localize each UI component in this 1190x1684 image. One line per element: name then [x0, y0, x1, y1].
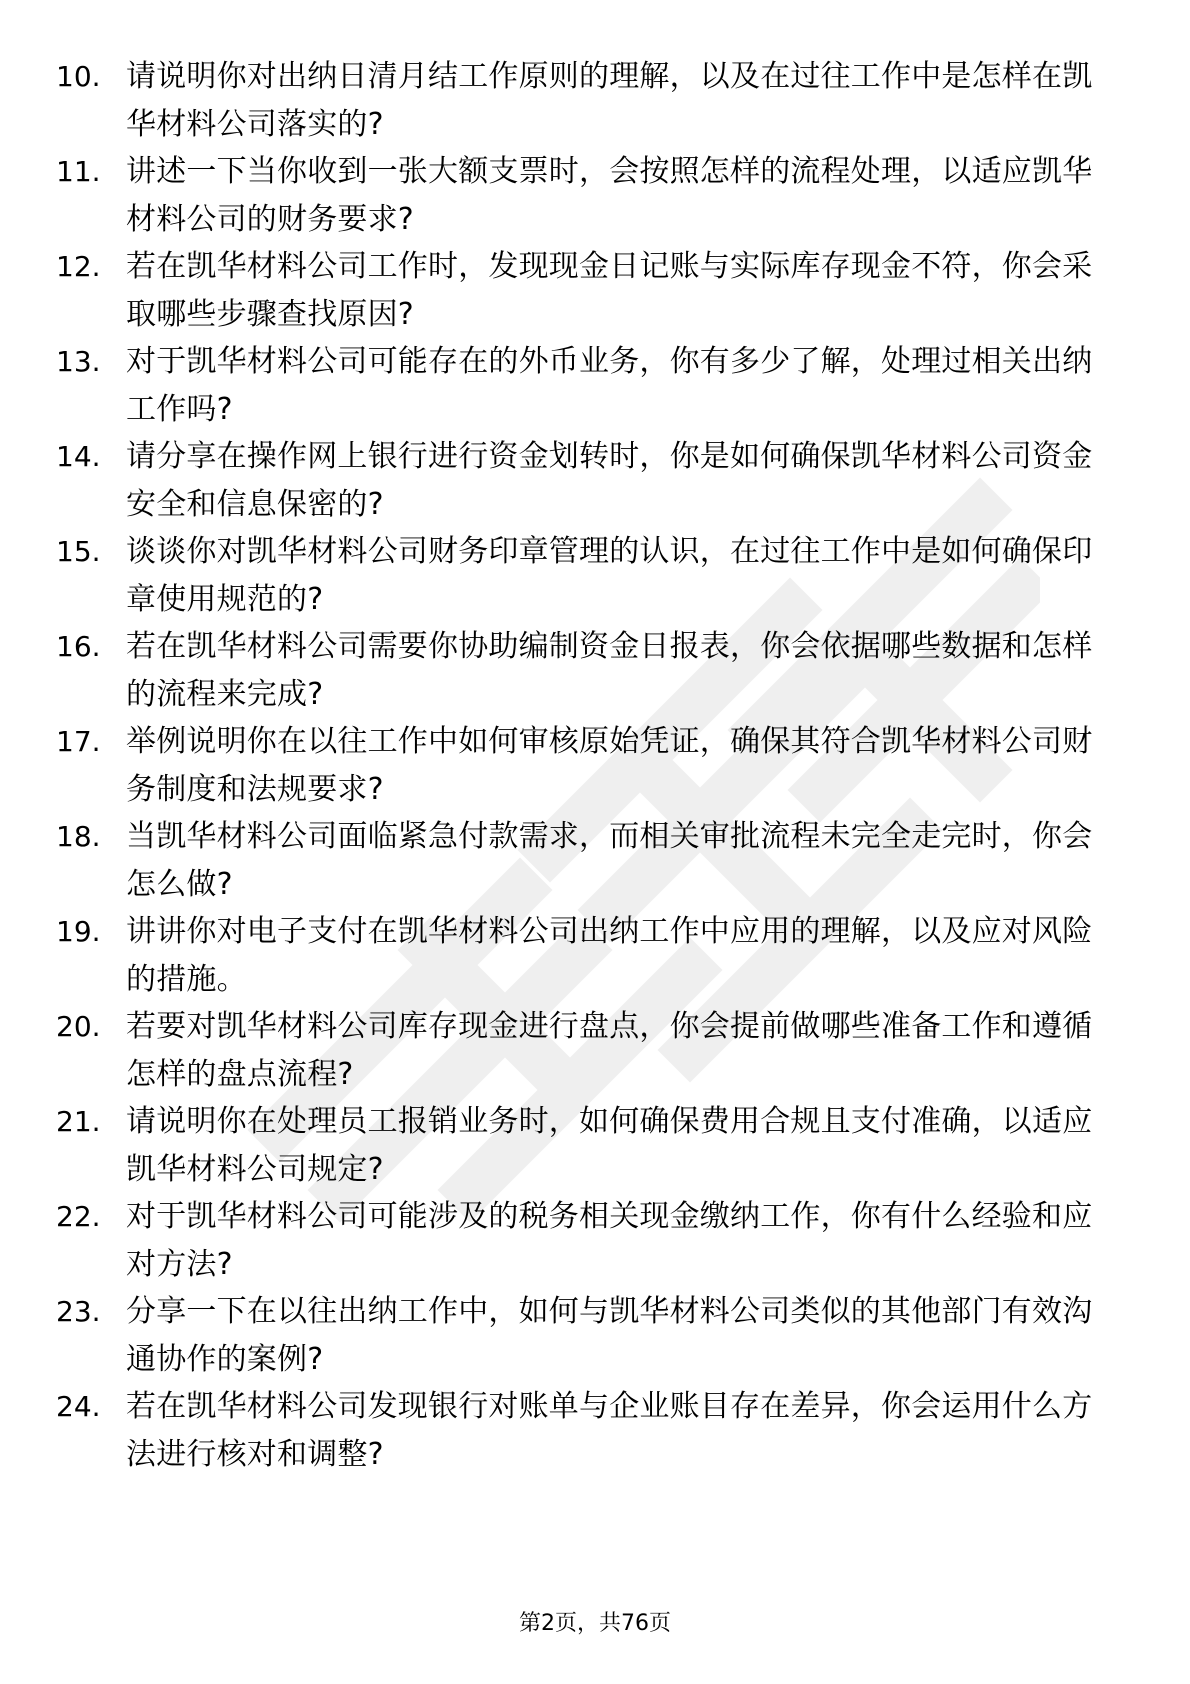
question-number: 16. [56, 630, 101, 663]
question-number: 23. [56, 1295, 101, 1328]
question-number: 11. [56, 155, 101, 188]
page-footer: 第2页，共76页 [519, 1611, 671, 1636]
list-item [0, 1098, 1190, 1198]
question-text: 讲讲你对电子支付在凯华材料公司出纳工作中应用的理解，以及应对风险的措施。 [126, 914, 1093, 997]
question-number: 12. [56, 250, 101, 283]
question-number: 24. [56, 1390, 101, 1423]
question-text: 若在凯华材料公司需要你协助编制资金日报表，你会依据哪些数据和怎样的流程来完成? [126, 629, 1093, 712]
question-text: 分享一下在以往出纳工作中，如何与凯华材料公司类似的其他部门有效沟通协作的案例? [126, 1294, 1093, 1377]
question-number: 17. [56, 725, 101, 758]
list-item [0, 623, 1190, 723]
list-item [0, 1383, 1190, 1483]
list-item [0, 528, 1190, 628]
question-number: 13. [56, 345, 101, 378]
list-item [0, 148, 1190, 248]
question-text: 当凯华材料公司面临紧急付款需求，而相关审批流程未完全走完时，你会怎么做? [126, 819, 1093, 902]
question-number: 19. [56, 915, 101, 948]
list-item [0, 433, 1190, 533]
question-text: 谈谈你对凯华材料公司财务印章管理的认识，在过往工作中是如何确保印章使用规范的? [126, 534, 1093, 617]
question-text: 若要对凯华材料公司库存现金进行盘点，你会提前做哪些准备工作和遵循怎样的盘点流程? [126, 1009, 1093, 1092]
question-number: 15. [56, 535, 101, 568]
question-number: 14. [56, 440, 101, 473]
question-number: 22. [56, 1200, 101, 1233]
list-item [0, 53, 1190, 153]
question-text: 对于凯华材料公司可能涉及的税务相关现金缴纳工作，你有什么经验和应对方法? [126, 1199, 1093, 1282]
question-text: 讲述一下当你收到一张大额支票时，会按照怎样的流程处理，以适应凯华材料公司的财务要求? [126, 154, 1093, 237]
question-text: 举例说明你在以往工作中如何审核原始凭证，确保其符合凯华材料公司财务制度和法规要求? [126, 724, 1093, 807]
question-text: 请说明你对出纳日清月结工作原则的理解，以及在过往工作中是怎样在凯华材料公司落实的? [126, 59, 1093, 142]
question-text: 若在凯华材料公司发现银行对账单与企业账目存在差异，你会运用什么方法进行核对和调整? [126, 1389, 1093, 1472]
question-text: 请说明你在处理员工报销业务时，如何确保费用合规且支付准确，以适应凯华材料公司规定? [126, 1104, 1093, 1187]
question-text: 对于凯华材料公司可能存在的外币业务，你有多少了解，处理过相关出纳工作吗? [126, 344, 1093, 427]
list-item [0, 338, 1190, 438]
list-item [0, 813, 1190, 913]
list-item [0, 1193, 1190, 1293]
question-number: 18. [56, 820, 101, 853]
list-item [0, 1003, 1190, 1103]
list-item [0, 243, 1190, 343]
question-text: 若在凯华材料公司工作时，发现现金日记账与实际库存现金不符，你会采取哪些步骤查找原因? [126, 249, 1093, 332]
list-item [0, 908, 1190, 1008]
question-number: 20. [56, 1010, 101, 1043]
question-text: 请分享在操作网上银行进行资金划转时，你是如何确保凯华材料公司资金安全和信息保密的? [126, 439, 1093, 522]
question-number: 10. [56, 60, 101, 93]
question-number: 21. [56, 1105, 101, 1138]
list-item [0, 1288, 1190, 1388]
list-item [0, 718, 1190, 818]
